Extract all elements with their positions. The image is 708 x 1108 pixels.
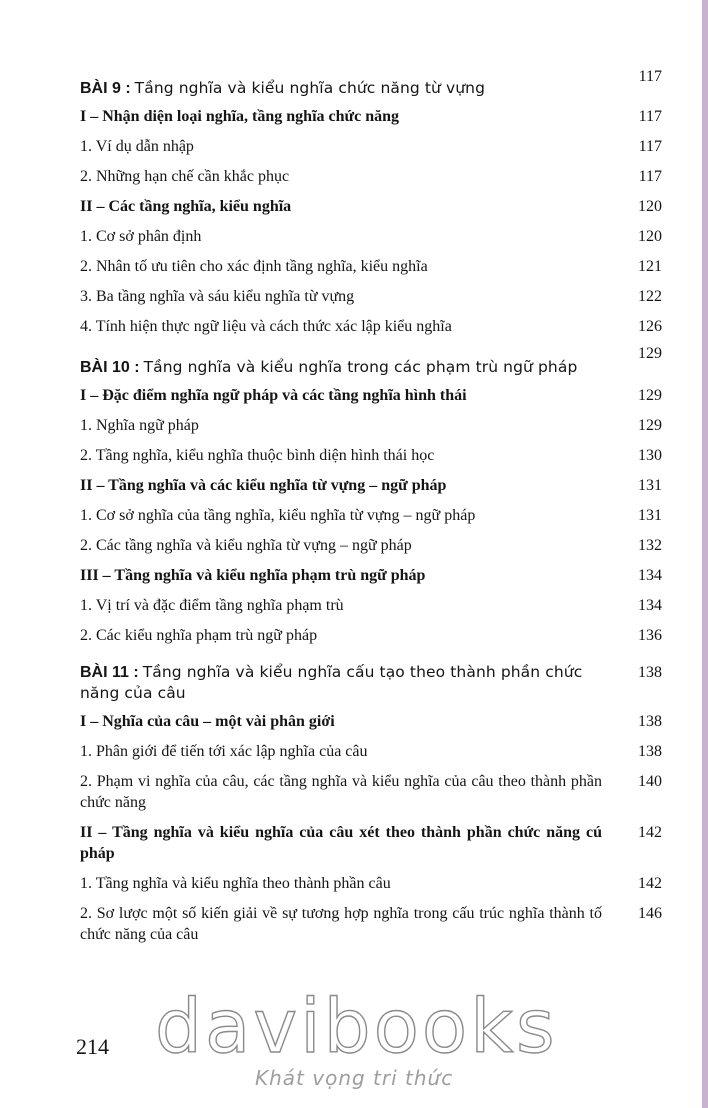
item-text: 1. Phân giới để tiến tới xác lập nghĩa của câu — [80, 743, 368, 760]
toc-item — [80, 530, 664, 560]
page-edge-strip — [702, 0, 708, 1108]
toc-item — [80, 440, 664, 470]
section-heading — [80, 191, 664, 221]
toc-item — [80, 251, 664, 281]
item-text: 2. Những hạn chế cần khắc phục — [80, 168, 290, 185]
toc-item — [80, 410, 664, 440]
section-title: I – Đặc điểm nghĩa ngữ pháp và các tầng nghĩa hình thái — [80, 387, 467, 404]
toc-item — [80, 281, 664, 311]
page-ref: 122 — [638, 288, 662, 305]
page-ref: 138 — [638, 664, 662, 681]
toc-item — [80, 221, 664, 251]
watermark-brand: davibooks — [155, 984, 558, 1070]
page-ref: 132 — [638, 537, 662, 554]
item-text: 2. Phạm vi nghĩa của câu, các tầng nghĩa và kiểu nghĩa của câu theo thành phần chức năng — [80, 773, 602, 811]
section-title: II – Các tầng nghĩa, kiểu nghĩa — [80, 198, 292, 215]
page-ref: 140 — [638, 773, 662, 790]
section-title: I – Nghĩa của câu – một vài phân giới — [80, 713, 335, 730]
section-heading — [80, 470, 664, 500]
page-ref: 142 — [638, 824, 662, 841]
page-ref: 117 — [638, 68, 662, 85]
item-text: 2. Các kiểu nghĩa phạm trù ngữ pháp — [80, 627, 318, 644]
page-ref: 117 — [638, 108, 662, 125]
lesson-number: BÀI 9 : — [80, 80, 131, 97]
lesson-title: Tầng nghĩa và kiểu nghĩa chức năng từ vựng — [134, 79, 486, 97]
page-ref: 120 — [638, 198, 662, 215]
toc-item — [80, 500, 664, 530]
toc-item — [80, 868, 664, 898]
section-heading — [80, 817, 664, 868]
page-ref: 138 — [638, 743, 662, 760]
lesson-title: Tầng nghĩa và kiểu nghĩa cấu tạo theo thành phần chức năng của câu — [80, 663, 583, 702]
section-heading — [80, 380, 664, 410]
page-number: 214 — [76, 1034, 109, 1059]
toc-item — [80, 898, 664, 949]
toc-item — [80, 311, 664, 341]
toc-item — [80, 766, 664, 817]
page-ref: 121 — [638, 258, 662, 275]
page-ref: 136 — [638, 627, 662, 644]
page-ref: 126 — [638, 318, 662, 335]
section-heading — [80, 706, 664, 736]
lesson-number: BÀI 10 : — [80, 359, 140, 376]
page-ref: 117 — [638, 138, 662, 155]
page-ref: 117 — [638, 168, 662, 185]
watermark-slogan: Khát vọng tri thức — [255, 1066, 454, 1090]
item-text: 4. Tính hiện thực ngữ liệu và cách thức xác lập kiểu nghĩa — [80, 318, 452, 335]
section-title: III – Tầng nghĩa và kiểu nghĩa phạm trù ngữ pháp — [80, 567, 426, 584]
item-text: 3. Ba tầng nghĩa và sáu kiểu nghĩa từ vựng — [80, 288, 355, 305]
item-text: 1. Cơ sở phân định — [80, 228, 202, 245]
item-text: 2. Nhân tố ưu tiên cho xác định tầng nghĩa, kiểu nghĩa — [80, 258, 428, 275]
item-text: 1. Tầng nghĩa và kiểu nghĩa theo thành phần câu — [80, 875, 391, 892]
item-text: 1. Cơ sở nghĩa của tầng nghĩa, kiểu nghĩa từ vựng – ngữ pháp — [80, 507, 476, 524]
item-text: 2. Sơ lược một số kiến giải về sự tương hợp nghĩa trong cấu trúc nghĩa thành tố chức năng của câu — [80, 905, 602, 943]
item-text: 1. Vị trí và đặc điểm tầng nghĩa phạm trù — [80, 597, 344, 614]
item-text: 1. Ví dụ dẫn nhập — [80, 138, 194, 155]
toc-item — [80, 736, 664, 766]
page-ref: 134 — [638, 567, 662, 584]
page-ref: 134 — [638, 597, 662, 614]
toc-item — [80, 590, 664, 620]
toc-item — [80, 161, 664, 191]
table-of-contents — [80, 64, 664, 949]
toc-item — [80, 131, 664, 161]
lesson-10-heading — [80, 343, 664, 380]
toc-item — [80, 620, 664, 650]
page-ref: 129 — [638, 417, 662, 434]
page-ref: 130 — [638, 447, 662, 464]
page-ref: 142 — [638, 875, 662, 892]
section-title: I – Nhận diện loại nghĩa, tầng nghĩa chức năng — [80, 108, 400, 125]
item-text: 1. Nghĩa ngữ pháp — [80, 417, 199, 434]
item-text: 2. Các tầng nghĩa và kiểu nghĩa từ vựng – ngữ pháp — [80, 537, 412, 554]
item-text: 2. Tầng nghĩa, kiểu nghĩa thuộc bình diện hình thái học — [80, 447, 435, 464]
lesson-9-heading — [80, 66, 664, 101]
page-ref: 131 — [638, 507, 662, 524]
section-title: II – Tầng nghĩa và kiểu nghĩa của câu xét theo thành phần chức năng cú pháp — [80, 824, 602, 862]
section-heading — [80, 101, 664, 131]
lesson-title: Tầng nghĩa và kiểu nghĩa trong các phạm trù ngữ pháp — [143, 358, 578, 376]
page-ref: 129 — [638, 387, 662, 404]
page-ref: 129 — [638, 345, 662, 362]
page-ref: 131 — [638, 477, 662, 494]
watermark — [155, 984, 558, 1102]
page-ref: 138 — [638, 713, 662, 730]
page-ref: 146 — [638, 905, 662, 922]
lesson-number: BÀI 11 : — [80, 664, 139, 681]
section-title: II – Tầng nghĩa và các kiểu nghĩa từ vựng – ngữ pháp — [80, 477, 447, 494]
lesson-11-heading — [80, 662, 664, 706]
page-ref: 120 — [638, 228, 662, 245]
section-heading — [80, 560, 664, 590]
